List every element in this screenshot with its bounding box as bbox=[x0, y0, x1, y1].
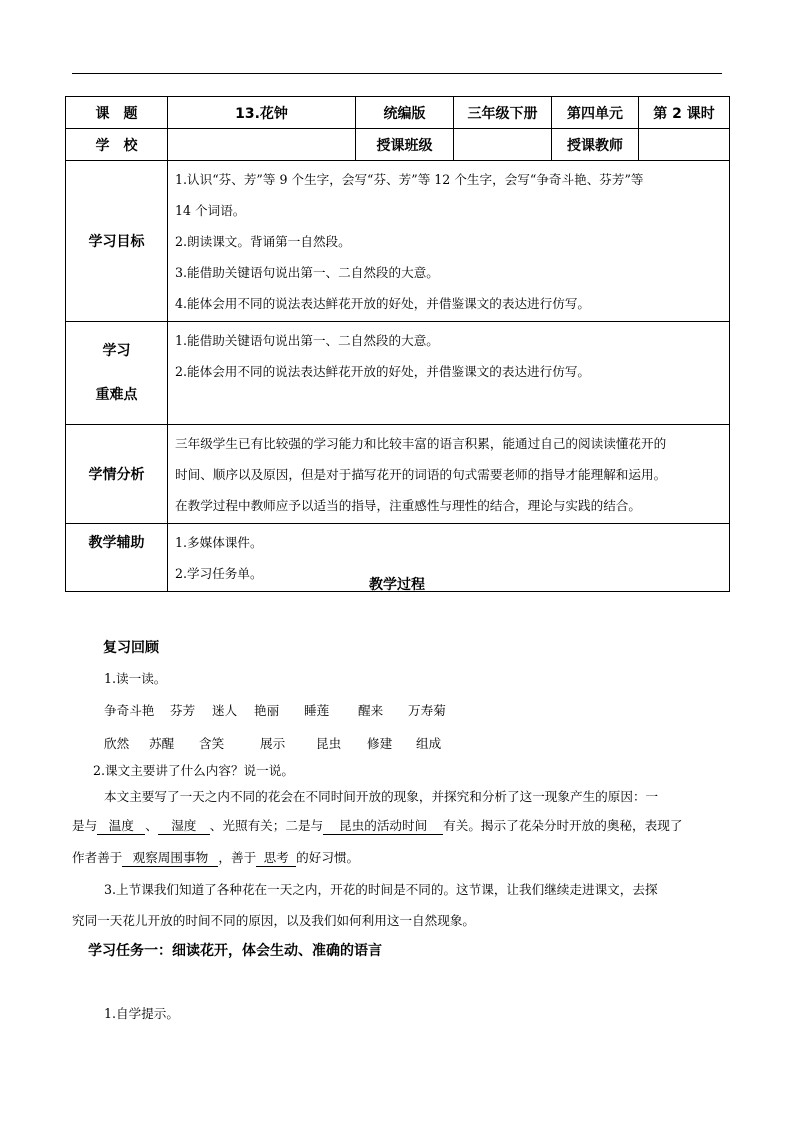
read-label: 1.读一读。 bbox=[104, 671, 167, 686]
goals-item: 14 个词语。 bbox=[175, 203, 246, 218]
analysis-line: 三年级学生已有比较强的学习能力和比较丰富的语言积累，能通过自己的阅读读懂花开的 bbox=[175, 436, 667, 451]
word-item: 争奇斗艳 bbox=[104, 703, 155, 718]
table-row bbox=[66, 322, 730, 425]
goals-item: 2.朗读课文。背诵第一自然段。 bbox=[175, 234, 351, 249]
school-label: 学 校 bbox=[66, 129, 168, 161]
keypoints-content bbox=[168, 322, 730, 425]
word-item: 醒来 bbox=[358, 703, 384, 718]
period-value: 第 2 课时 bbox=[639, 97, 730, 129]
keypoints-label bbox=[66, 322, 168, 425]
goals-content bbox=[168, 161, 730, 322]
keypoints-label-line2: 重难点 bbox=[95, 387, 138, 403]
class-label: 授课班级 bbox=[356, 129, 454, 161]
answer-text: 作者善于 bbox=[72, 850, 123, 865]
grade-value: 三年级下册 bbox=[454, 97, 552, 129]
question-2: 2.课文主要讲了什么内容？说一说。 bbox=[93, 763, 294, 778]
unit-value: 第四单元 bbox=[552, 97, 639, 129]
word-item: 睡莲 bbox=[304, 703, 330, 718]
review-heading: 复习回顾 bbox=[103, 640, 159, 656]
analysis-content bbox=[168, 425, 730, 524]
aids-item: 1.多媒体课件。 bbox=[175, 535, 263, 550]
keypoints-item: 1.能借助关键语句说出第一、二自然段的大意。 bbox=[175, 333, 439, 348]
word-item: 芬芳 bbox=[170, 703, 196, 718]
topic-value: 13.花钟 bbox=[168, 97, 356, 129]
answer-text: 是与 bbox=[72, 818, 98, 833]
header-rule bbox=[72, 73, 722, 74]
goals-label: 学习目标 bbox=[66, 161, 168, 322]
answer-line-3 bbox=[72, 847, 359, 867]
blank-observe: 观察周围事物 bbox=[122, 850, 218, 867]
blank-temperature: 温度 bbox=[97, 818, 145, 835]
topic-label: 课 题 bbox=[66, 97, 168, 129]
answer-text: 的好习惯。 bbox=[296, 850, 360, 865]
word-item: 含笑 bbox=[199, 736, 225, 751]
word-item: 艳丽 bbox=[254, 703, 280, 718]
task1-heading: 学习任务一：细读花开，体会生动、准确的语言 bbox=[88, 943, 382, 959]
answer-text: ，善于 bbox=[218, 850, 257, 865]
goals-item: 1.认识“芬、芳”等 9 个生字，会写“芬、芳”等 12 个生字，会写“争奇斗艳、芬芳”等 bbox=[175, 172, 644, 187]
answer-text: 有关。揭示了花朵分时开放的奥秘，表现了 bbox=[443, 818, 683, 833]
table-row bbox=[66, 161, 730, 322]
lesson-info-table bbox=[65, 96, 730, 592]
edition-value: 统编版 bbox=[356, 97, 454, 129]
keypoints-label-line1: 学习 bbox=[102, 343, 131, 359]
table-row bbox=[66, 129, 730, 161]
task1-item: 1.自学提示。 bbox=[104, 1006, 179, 1021]
word-item: 苏醒 bbox=[149, 736, 175, 751]
school-value bbox=[168, 129, 356, 161]
teacher-label: 授课教师 bbox=[552, 129, 639, 161]
word-item: 昆虫 bbox=[316, 736, 342, 751]
blank-think: 思考 bbox=[256, 850, 296, 867]
goals-item: 3.能借助关键语句说出第一、二自然段的大意。 bbox=[175, 265, 439, 280]
analysis-label: 学情分析 bbox=[66, 425, 168, 524]
class-value bbox=[454, 129, 552, 161]
answer-text: 、光照有关；二是与 bbox=[209, 818, 324, 833]
word-item: 万寿菊 bbox=[408, 703, 446, 718]
goals-item: 4.能体会用不同的说法表达鲜花开放的好处，并借鉴课文的表达进行仿写。 bbox=[175, 296, 591, 311]
answer-text: 、 bbox=[145, 818, 158, 833]
question-3-line-2: 究同一天花儿开放的时间不同的原因，以及我们如何利用这一自然现象。 bbox=[72, 913, 475, 928]
table-row bbox=[66, 97, 730, 129]
aids-label: 教学辅助 bbox=[66, 524, 168, 592]
blank-insects: 昆虫的活动时间 bbox=[323, 818, 443, 835]
word-item: 组成 bbox=[416, 736, 442, 751]
word-item: 修建 bbox=[367, 736, 393, 751]
word-item: 展示 bbox=[260, 736, 286, 751]
analysis-line: 时间、顺序以及原因，但是对于描写花开的词语的句式需要老师的指导才能理解和运用。 bbox=[175, 467, 667, 482]
word-item: 迷人 bbox=[212, 703, 238, 718]
question-3-line-1: 3.上节课我们知道了各种花在一天之内，开花的时间是不同的。这节课，让我们继续走进课文，去探 bbox=[104, 882, 658, 897]
blank-humidity: 湿度 bbox=[158, 818, 210, 835]
answer-line-1: 本文主要写了一天之内不同的花会在不同时间开放的现象，并探究和分析了这一现象产生的原因：一 bbox=[104, 789, 659, 804]
keypoints-item: 2.能体会用不同的说法表达鲜花开放的好处，并借鉴课文的表达进行仿写。 bbox=[175, 364, 591, 379]
table-row bbox=[66, 425, 730, 524]
process-title: 教学过程 bbox=[369, 577, 425, 593]
answer-line-2 bbox=[72, 815, 682, 835]
analysis-line: 在教学过程中教师应予以适当的指导，注重感性与理性的结合，理论与实践的结合。 bbox=[175, 498, 641, 513]
word-item: 欣然 bbox=[104, 736, 130, 751]
aids-item: 2.学习任务单。 bbox=[175, 566, 263, 581]
teacher-value bbox=[639, 129, 730, 161]
